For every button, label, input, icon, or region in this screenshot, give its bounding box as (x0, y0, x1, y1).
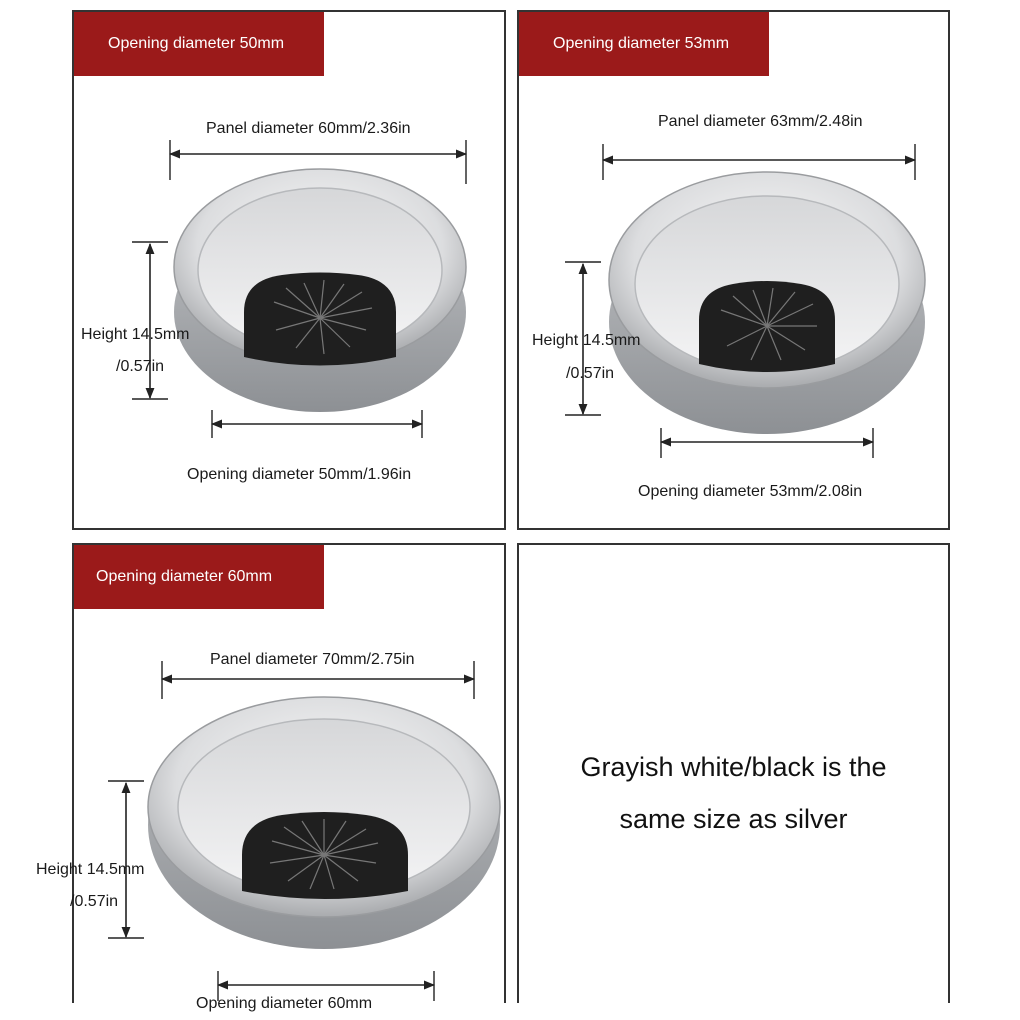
product-panel-50mm (72, 10, 506, 530)
panel-diameter-label: Panel diameter 63mm/2.48in (658, 113, 863, 130)
grommet-illustration (74, 545, 508, 1005)
product-panel-60mm (36, 543, 506, 1012)
height-label-line1: Height 14.5mm (81, 326, 190, 343)
height-label-line1: Height 14.5mm (36, 861, 145, 878)
opening-diameter-label: Opening diameter 60mm (196, 995, 373, 1012)
panel-tag: Opening diameter 50mm (74, 12, 324, 76)
height-label-line2: /0.57in (116, 358, 165, 375)
panel-tag: Opening diameter 60mm (74, 545, 324, 609)
height-label-line1: Height 14.5mm (532, 332, 641, 349)
product-panel-53mm (517, 10, 950, 530)
height-label-line2: /0.57in (70, 893, 119, 910)
grommet-illustration (74, 12, 508, 532)
opening-diameter-label: Opening diameter 50mm/1.96in (187, 466, 412, 483)
opening-diameter-label: Opening diameter 53mm/2.08in (638, 483, 863, 500)
height-label-line2: /0.57in (566, 365, 615, 382)
grommet-illustration (519, 12, 952, 532)
panel-diameter-label: Panel diameter 60mm/2.36in (206, 120, 411, 137)
note-panel (517, 543, 950, 1003)
panel-diameter-label: Panel diameter 70mm/2.75in (210, 651, 415, 668)
note-line1: Grayish white/black is the (580, 752, 887, 782)
panel-tag: Opening diameter 53mm (519, 12, 769, 76)
note-line2: same size as silver (619, 804, 848, 834)
